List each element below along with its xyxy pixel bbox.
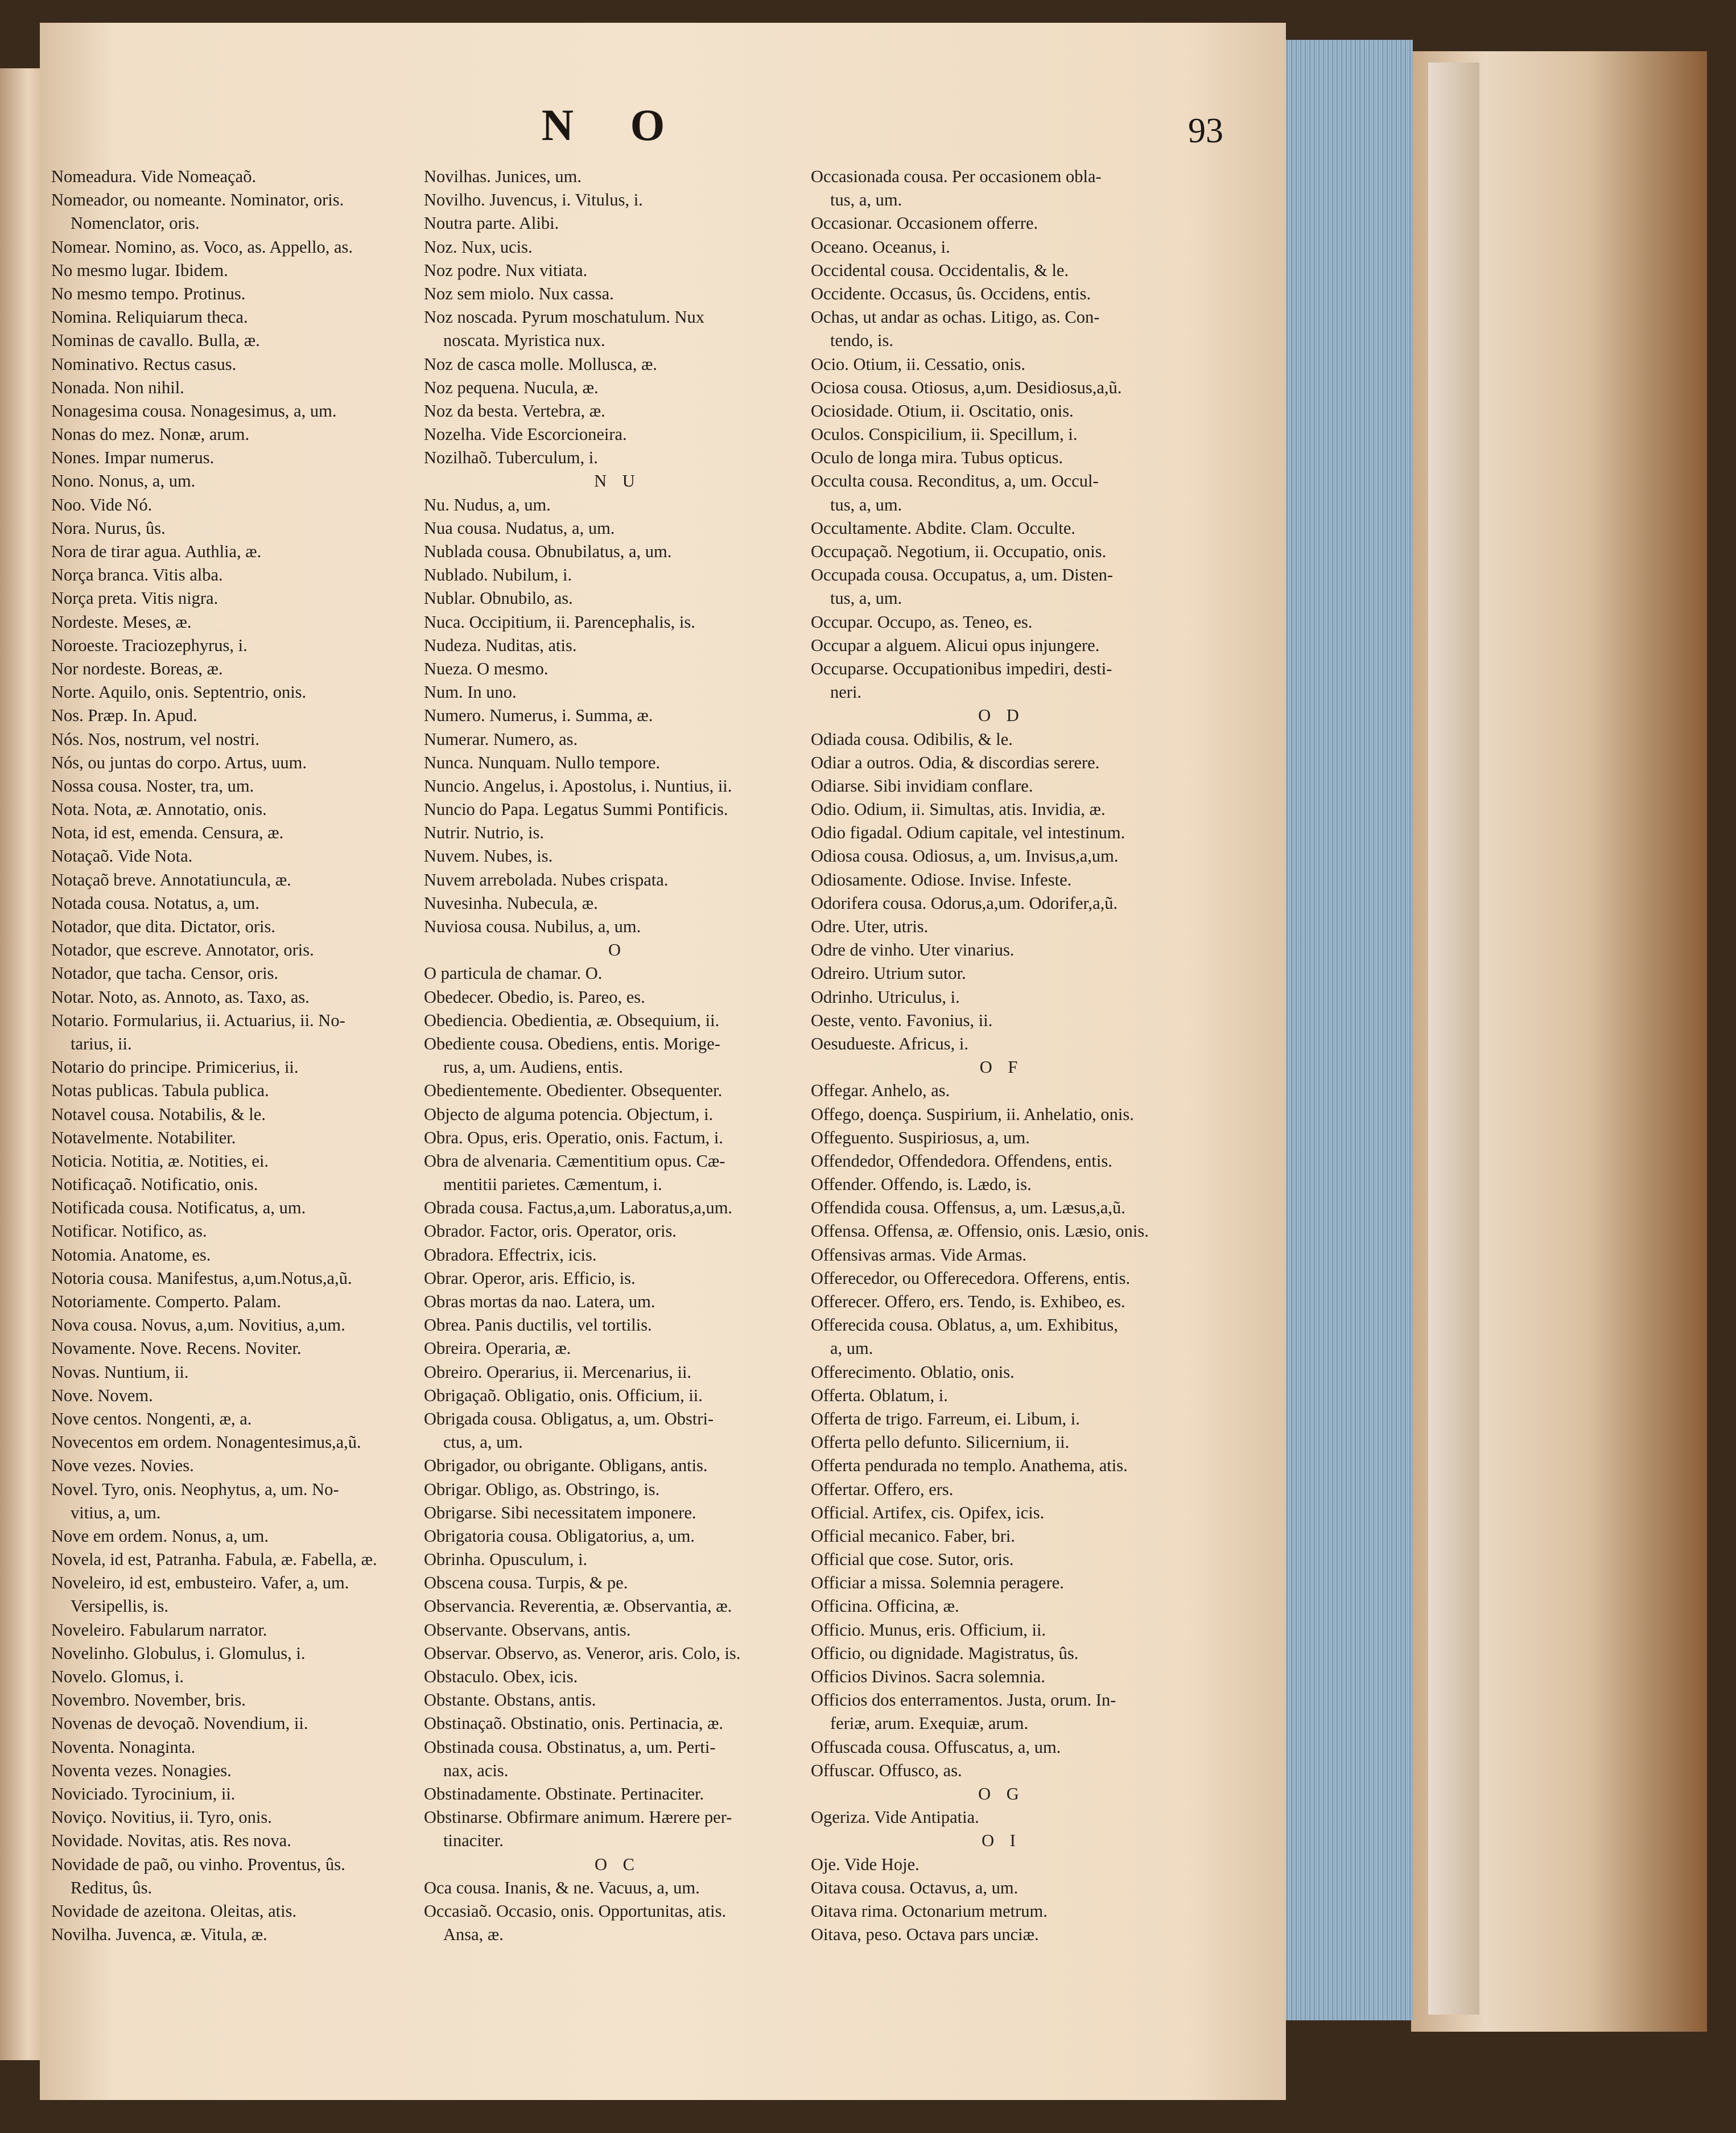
dictionary-entry-line: Odiar a outros. Odia, & discordias serere. xyxy=(811,752,1100,772)
dictionary-entry-line: Odiada cousa. Odibilis, & le. xyxy=(811,729,1013,749)
dictionary-entry-line: Ocio. Otium, ii. Cessatio, onis. xyxy=(811,354,1026,374)
dictionary-entry-line: Occasiaõ. Occasio, onis. Opportunitas, atis. xyxy=(424,1901,727,1921)
dictionary-entry-line: Obrea. Panis ductilis, vel tortilis. xyxy=(424,1315,652,1335)
section-heading: O G xyxy=(978,1784,1025,1803)
dictionary-entry-line: Obedientemente. Obedienter. Obsequenter. xyxy=(424,1081,723,1101)
dictionary-entry-line: Obstante. Obstans, antis. xyxy=(424,1690,596,1710)
section-heading: O xyxy=(608,940,627,960)
dictionary-entry-line: Obrigaçaõ. Obligatio, onis. Officium, ii. xyxy=(424,1385,703,1405)
dictionary-entry-line: Novas. Nuntium, ii. xyxy=(51,1362,189,1382)
dictionary-entry-line: Odiarse. Sibi invidiam conflare. xyxy=(811,776,1033,796)
entry-continuation-line: feriæ, arum. Exequiæ, arum. xyxy=(830,1714,1029,1733)
dictionary-entry-line: Novecentos em ordem. Nonagentesimus,a,ũ. xyxy=(51,1432,361,1452)
dictionary-entry-line: Nozelha. Vide Escorcioneira. xyxy=(424,425,627,444)
dictionary-entry-line: Nomeador, ou nomeante. Nominator, oris. xyxy=(51,190,344,210)
dictionary-entry-line: Nota. Nota, æ. Annotatio, onis. xyxy=(51,800,267,820)
dictionary-entry-line: Noveleiro. Fabularum narrator. xyxy=(51,1620,267,1640)
dictionary-entry-line: Nora. Nurus, ûs. xyxy=(51,518,166,538)
dictionary-entry-line: Noventa vezes. Nonagies. xyxy=(51,1760,232,1780)
dictionary-entry-line: Notada cousa. Notatus, a, um. xyxy=(51,893,259,913)
dictionary-entry-line: Obrador. Factor, oris. Operator, oris. xyxy=(424,1221,677,1241)
dictionary-entry-line: Nublado. Nubilum, i. xyxy=(424,565,572,585)
dictionary-entry-line: Nuvesinha. Nubecula, æ. xyxy=(424,893,598,913)
dictionary-entry-line: Nove centos. Nongenti, æ, a. xyxy=(51,1409,252,1428)
dictionary-entry-line: Offuscar. Offusco, as. xyxy=(811,1760,962,1780)
dictionary-entry-line: Nueza. O mesmo. xyxy=(424,658,549,678)
endpaper xyxy=(1428,63,1479,2015)
dictionary-entry-line: Obstinada cousa. Obstinatus, a, um. Perti- xyxy=(424,1737,716,1757)
dictionary-entry-line: Officios dos enterramentos. Justa, orum. In- xyxy=(811,1690,1116,1710)
section-heading: O I xyxy=(982,1831,1021,1851)
dictionary-entry-line: Noo. Vide Nó. xyxy=(51,495,152,514)
dictionary-entry-line: Obrinha. Opusculum, i. xyxy=(424,1550,588,1570)
dictionary-entry-line: Nossa cousa. Noster, tra, um. xyxy=(51,776,254,796)
entry-continuation-line: tinaciter. xyxy=(443,1831,504,1851)
dictionary-entry-line: Obreiro. Operarius, ii. Mercenarius, ii. xyxy=(424,1362,692,1382)
entry-continuation-line: a, um. xyxy=(830,1339,873,1358)
dictionary-entry-line: Novel. Tyro, onis. Neophytus, a, um. No- xyxy=(51,1479,339,1499)
dictionary-entry-line: Nono. Nonus, a, um. xyxy=(51,471,196,491)
dictionary-entry-line: Notador, que escreve. Annotator, oris. xyxy=(51,940,314,960)
dictionary-entry-line: Noz podre. Nux vitiata. xyxy=(424,260,588,280)
dictionary-entry-line: Officio. Munus, eris. Officium, ii. xyxy=(811,1620,1046,1640)
dictionary-entry-line: Novidade. Novitas, atis. Res nova. xyxy=(51,1831,291,1851)
dictionary-entry-line: Nua cousa. Nudatus, a, um. xyxy=(424,518,615,538)
dictionary-entry-line: Nonada. Non nihil. xyxy=(51,377,184,397)
dictionary-entry-line: Occupada cousa. Occupatus, a, um. Disten- xyxy=(811,565,1114,585)
dictionary-entry-line: Nove vezes. Novies. xyxy=(51,1456,194,1476)
section-heading: O F xyxy=(979,1057,1024,1077)
dictionary-entry-line: Novilha. Juvenca, æ. Vitula, æ. xyxy=(51,1925,267,1945)
dictionary-entry-line: Novidade de azeitona. Oleitas, atis. xyxy=(51,1901,297,1921)
dictionary-entry-line: Noviciado. Tyrocinium, ii. xyxy=(51,1784,236,1803)
dictionary-entry-line: Offegar. Anhelo, as. xyxy=(811,1081,950,1101)
dictionary-entry-line: Notario do principe. Primicerius, ii. xyxy=(51,1057,299,1077)
dictionary-entry-line: Objecto de alguma potencia. Objectum, i. xyxy=(424,1104,714,1124)
dictionary-entry-line: Notas publicas. Tabula publica. xyxy=(51,1081,269,1101)
dictionary-entry-line: Norça preta. Vitis nigra. xyxy=(51,588,218,608)
dictionary-entry-line: Occidente. Occasus, ûs. Occidens, entis. xyxy=(811,283,1091,303)
dictionary-entry-line: Notador, que tacha. Censor, oris. xyxy=(51,963,279,983)
entry-continuation-line: noscata. Myristica nux. xyxy=(443,331,605,351)
dictionary-entry-line: Obstinarse. Obfirmare animum. Hærere per- xyxy=(424,1807,732,1827)
dictionary-entry-line: Ochas, ut andar as ochas. Litigo, as. Con- xyxy=(811,307,1100,327)
dictionary-entry-line: Obras mortas da nao. Latera, um. xyxy=(424,1292,655,1311)
dictionary-entry-line: Novamente. Nove. Recens. Noviter. xyxy=(51,1339,302,1358)
dictionary-entry-line: Obrigatoria cousa. Obligatorius, a, um. xyxy=(424,1526,695,1546)
dictionary-entry-line: Noz da besta. Vertebra, æ. xyxy=(424,401,605,421)
dictionary-entry-line: Odre de vinho. Uter vinarius. xyxy=(811,940,1015,960)
entry-continuation-line: Reditus, ûs. xyxy=(71,1877,152,1897)
entry-continuation-line: tus, a, um. xyxy=(830,588,902,608)
dictionary-entry-line: Nova cousa. Novus, a,um. Novitius, a,um. xyxy=(51,1315,345,1335)
entry-continuation-line: nax, acis. xyxy=(443,1760,509,1780)
dictionary-entry-line: Offerta pello defunto. Silicernium, ii. xyxy=(811,1432,1070,1452)
dictionary-entry-line: Offerecimento. Oblatio, onis. xyxy=(811,1362,1015,1382)
dictionary-entry-line: Nublar. Obnubilo, as. xyxy=(424,588,573,608)
dictionary-entry-line: Notavelmente. Notabiliter. xyxy=(51,1127,236,1147)
dictionary-entry-line: Noz. Nux, ucis. xyxy=(424,237,533,257)
dictionary-entry-line: Odio. Odium, ii. Simultas, atis. Invidia, æ. xyxy=(811,800,1106,820)
dictionary-entry-line: Notar. Noto, as. Annoto, as. Taxo, as. xyxy=(51,987,310,1007)
dictionary-entry-line: Obrada cousa. Factus,a,um. Laboratus,a,um. xyxy=(424,1198,733,1218)
page-number: 93 xyxy=(1188,112,1223,150)
dictionary-entry-line: Officiar a missa. Solemnia peragere. xyxy=(811,1573,1064,1593)
dictionary-entry-line: Oitava, peso. Octava pars unciæ. xyxy=(811,1925,1039,1945)
dictionary-entry-line: Oceano. Oceanus, i. xyxy=(811,237,950,257)
dictionary-column-3 xyxy=(811,165,1192,1945)
dictionary-entry-line: Offendedor, Offendedora. Offendens, entis. xyxy=(811,1151,1112,1171)
dictionary-entry-line: Offerta pendurada no templo. Anathema, atis. xyxy=(811,1456,1128,1476)
dictionary-entry-line: Notario. Formularius, ii. Actuarius, ii. No- xyxy=(51,1010,345,1030)
dictionary-entry-line: Obra de alvenaria. Cæmentitium opus. Cæ- xyxy=(424,1151,725,1171)
entry-continuation-line: tarius, ii. xyxy=(71,1033,132,1053)
dictionary-entry-line: Offuscada cousa. Offuscatus, a, um. xyxy=(811,1737,1061,1757)
dictionary-entry-line: Obrigada cousa. Obligatus, a, um. Obstri- xyxy=(424,1409,714,1428)
dictionary-entry-line: Odrinho. Utriculus, i. xyxy=(811,987,960,1007)
dictionary-entry-line: Odorifera cousa. Odorus,a,um. Odorifer,a,ũ. xyxy=(811,893,1118,913)
dictionary-entry-line: No mesmo lugar. Ibidem. xyxy=(51,260,228,280)
entry-continuation-line: ctus, a, um. xyxy=(443,1432,523,1452)
dictionary-entry-line: Nomeadura. Vide Nomeaçaõ. xyxy=(51,167,257,186)
dictionary-entry-line: Occultamente. Abdite. Clam. Occulte. xyxy=(811,518,1075,538)
dictionary-entry-line: Officina. Officina, æ. xyxy=(811,1596,959,1616)
dictionary-entry-line: Odiosa cousa. Odiosus, a, um. Invisus,a,um. xyxy=(811,846,1119,866)
dictionary-entry-line: Notaçaõ. Vide Nota. xyxy=(51,846,193,866)
dictionary-entry-line: Offendida cousa. Offensus, a, um. Læsus,a,ũ. xyxy=(811,1198,1125,1218)
dictionary-entry-line: Notador, que dita. Dictator, oris. xyxy=(51,917,275,936)
dictionary-entry-line: Odre. Uter, utris. xyxy=(811,917,929,936)
dictionary-entry-line: Nós. Nos, nostrum, vel nostri. xyxy=(51,729,259,749)
section-heading: N U xyxy=(594,471,641,491)
dictionary-entry-line: Notoriamente. Comperto. Palam. xyxy=(51,1292,282,1311)
dictionary-entry-line: Nonagesima cousa. Nonagesimus, a, um. xyxy=(51,401,337,421)
dictionary-entry-line: Oculo de longa mira. Tubus opticus. xyxy=(811,448,1063,468)
dictionary-entry-line: Noz noscada. Pyrum moschatulum. Nux xyxy=(424,307,705,327)
dictionary-entry-line: Oca cousa. Inanis, & ne. Vacuus, a, um. xyxy=(424,1877,700,1897)
dictionary-entry-line: Offego, doença. Suspirium, ii. Anhelatio, onis. xyxy=(811,1104,1134,1124)
dictionary-entry-line: Official que cose. Sutor, oris. xyxy=(811,1550,1014,1570)
dictionary-entry-line: Notomia. Anatome, es. xyxy=(51,1245,211,1265)
dictionary-entry-line: Offender. Offendo, is. Lædo, is. xyxy=(811,1175,1032,1195)
dictionary-entry-line: Nós, ou juntas do corpo. Artus, uum. xyxy=(51,752,307,772)
dictionary-entry-line: Occupar. Occupo, as. Teneo, es. xyxy=(811,612,1033,632)
dictionary-entry-line: Notificar. Notifico, as. xyxy=(51,1221,207,1241)
dictionary-entry-line: Nuncio. Angelus, i. Apostolus, i. Nuntius, ii. xyxy=(424,776,732,796)
dictionary-entry-line: Norte. Aquilo, onis. Septentrio, onis. xyxy=(51,682,307,702)
dictionary-entry-line: Notificaçaõ. Notificatio, onis. xyxy=(51,1175,258,1195)
entry-continuation-line: vitius, a, um. xyxy=(71,1502,161,1522)
dictionary-entry-line: Offerta. Oblatum, i. xyxy=(811,1385,948,1405)
entry-continuation-line: mentitii parietes. Cæmentum, i. xyxy=(443,1175,662,1195)
dictionary-entry-line: Nudeza. Nuditas, atis. xyxy=(424,635,577,655)
dictionary-entry-line: Odiosamente. Odiose. Invise. Infeste. xyxy=(811,870,1072,890)
dictionary-entry-line: Novela, id est, Patranha. Fabula, æ. Fabella, æ. xyxy=(51,1550,377,1570)
dictionary-entry-line: Ogeriza. Vide Antipatia. xyxy=(811,1807,979,1827)
dictionary-entry-line: Nublada cousa. Obnubilatus, a, um. xyxy=(424,542,672,561)
dictionary-entry-line: Odreiro. Utrium sutor. xyxy=(811,963,966,983)
dictionary-entry-line: Ociosa cousa. Otiosus, a,um. Desidiosus,a,ũ. xyxy=(811,377,1122,397)
dictionary-entry-line: Occidental cousa. Occidentalis, & le. xyxy=(811,260,1069,280)
dictionary-entry-line: Offeguento. Suspiriosus, a, um. xyxy=(811,1127,1030,1147)
dictionary-entry-line: Nuca. Occipitium, ii. Parencephalis, is. xyxy=(424,612,695,632)
dictionary-entry-line: Oculos. Conspicilium, ii. Specillum, i. xyxy=(811,425,1078,444)
dictionary-entry-line: Nota, id est, emenda. Censura, æ. xyxy=(51,823,284,843)
entry-continuation-line: tendo, is. xyxy=(830,331,893,351)
dictionary-entry-line: Obediencia. Obedientia, æ. Obsequium, ii. xyxy=(424,1010,720,1030)
dictionary-entry-line: Novilho. Juvencus, i. Vitulus, i. xyxy=(424,190,643,210)
dictionary-entry-line: No mesmo tempo. Protinus. xyxy=(51,283,246,303)
dictionary-entry-line: Nomear. Nomino, as. Voco, as. Appello, as. xyxy=(51,237,353,257)
dictionary-entry-line: Obreira. Operaria, æ. xyxy=(424,1339,571,1358)
facing-page-edge xyxy=(0,68,40,2060)
dictionary-entry-line: Occupaçaõ. Negotium, ii. Occupatio, onis. xyxy=(811,542,1107,561)
dictionary-entry-line: Odio figadal. Odium capitale, vel intestinum. xyxy=(811,823,1125,843)
dictionary-entry-line: Noz pequena. Nucula, æ. xyxy=(424,377,599,397)
dictionary-entry-line: Novilhas. Junices, um. xyxy=(424,167,582,186)
dictionary-entry-line: Occasionada cousa. Per occasionem obla- xyxy=(811,167,1102,186)
dictionary-entry-line: Novenas de devoçaõ. Novendium, ii. xyxy=(51,1714,308,1733)
dictionary-entry-line: Oitava cousa. Octavus, a, um. xyxy=(811,1877,1018,1897)
dictionary-entry-line: Nuvem. Nubes, is. xyxy=(424,846,553,866)
dictionary-entry-line: Offerecida cousa. Oblatus, a, um. Exhibitus, xyxy=(811,1315,1118,1335)
dictionary-entry-line: Nominas de cavallo. Bulla, æ. xyxy=(51,331,260,351)
dictionary-entry-line: Notoria cousa. Manifestus, a,um.Notus,a,ũ. xyxy=(51,1268,352,1288)
dictionary-entry-line: Nove em ordem. Nonus, a, um. xyxy=(51,1526,269,1546)
dictionary-entry-line: Notaçaõ breve. Annotatiuncula, æ. xyxy=(51,870,291,890)
dictionary-entry-line: Offensa. Offensa, æ. Offensio, onis. Læsio, onis. xyxy=(811,1221,1149,1241)
dictionary-entry-line: Oeste, vento. Favonius, ii. xyxy=(811,1010,993,1030)
entry-continuation-line: Nomenclator, oris. xyxy=(71,213,200,233)
dictionary-entry-line: Nones. Impar numerus. xyxy=(51,448,215,468)
dictionary-entry-line: Noroeste. Traciozephyrus, i. xyxy=(51,635,248,655)
entry-continuation-line: neri. xyxy=(830,682,862,702)
dictionary-entry-line: Novelinho. Globulus, i. Glomulus, i. xyxy=(51,1643,306,1663)
dictionary-entry-line: Noveleiro, id est, embusteiro. Vafer, a, um. xyxy=(51,1573,349,1593)
dictionary-entry-line: Obrar. Operor, aris. Efficio, is. xyxy=(424,1268,636,1288)
dictionary-entry-line: Offerecedor, ou Offerecedora. Offerens, entis. xyxy=(811,1268,1131,1288)
dictionary-entry-line: Officio, ou dignidade. Magistratus, ûs. xyxy=(811,1643,1079,1663)
entry-continuation-line: Ansa, æ. xyxy=(443,1925,504,1945)
dictionary-entry-line: Offerta de trigo. Farreum, ei. Libum, i. xyxy=(811,1409,1080,1428)
dictionary-entry-line: Observar. Observo, as. Veneror, aris. Colo, is. xyxy=(424,1643,741,1663)
entry-continuation-line: tus, a, um. xyxy=(830,495,902,514)
dictionary-entry-line: Obrigador, ou obrigante. Obligans, antis. xyxy=(424,1456,708,1476)
entry-continuation-line: tus, a, um. xyxy=(830,190,902,210)
dictionary-entry-line: Obra. Opus, eris. Operatio, onis. Factum, i. xyxy=(424,1127,724,1147)
dictionary-entry-line: O particula de chamar. O. xyxy=(424,963,603,983)
section-heading: O C xyxy=(595,1854,640,1874)
dictionary-entry-line: Num. In uno. xyxy=(424,682,517,702)
dictionary-entry-line: Ociosidade. Otium, ii. Oscitatio, onis. xyxy=(811,401,1074,421)
dictionary-entry-line: Notificada cousa. Notificatus, a, um. xyxy=(51,1198,306,1218)
dictionary-entry-line: Occasionar. Occasionem offerre. xyxy=(811,213,1038,233)
dictionary-entry-line: Nordeste. Meses, æ. xyxy=(51,612,192,632)
section-heading: O D xyxy=(978,706,1025,726)
dictionary-entry-line: Nunca. Nunquam. Nullo tempore. xyxy=(424,752,661,772)
dictionary-entry-line: Offerecer. Offero, ers. Tendo, is. Exhibeo, es. xyxy=(811,1292,1125,1311)
dictionary-entry-line: Numerar. Numero, as. xyxy=(424,729,578,749)
dictionary-entry-line: Oitava rima. Octonarium metrum. xyxy=(811,1901,1048,1921)
dictionary-entry-line: Obscena cousa. Turpis, & pe. xyxy=(424,1573,628,1593)
dictionary-entry-line: Occulta cousa. Reconditus, a, um. Occul- xyxy=(811,471,1099,491)
dictionary-entry-line: Obstinadamente. Obstinate. Pertinaciter. xyxy=(424,1784,704,1803)
page-block-edges xyxy=(1269,40,1413,2020)
dictionary-entry-line: Nove. Novem. xyxy=(51,1385,153,1405)
dictionary-entry-line: Novembro. November, bris. xyxy=(51,1690,246,1710)
dictionary-entry-line: Obrigarse. Sibi necessitatem imponere. xyxy=(424,1502,696,1522)
dictionary-entry-line: Nonas do mez. Nonæ, arum. xyxy=(51,425,250,444)
dictionary-entry-line: Noticia. Notitia, æ. Notities, ei. xyxy=(51,1151,269,1171)
dictionary-entry-line: Obstaculo. Obex, icis. xyxy=(424,1667,578,1686)
running-head: N O xyxy=(541,100,688,150)
dictionary-entry-line: Offensivas armas. Vide Armas. xyxy=(811,1245,1027,1265)
dictionary-entry-line: Nu. Nudus, a, um. xyxy=(424,495,551,514)
dictionary-entry-line: Nozilhaõ. Tuberculum, i. xyxy=(424,448,598,468)
dictionary-entry-line: Noviço. Novitius, ii. Tyro, onis. xyxy=(51,1807,272,1827)
dictionary-entry-line: Officios Divinos. Sacra solemnia. xyxy=(811,1667,1045,1686)
dictionary-entry-line: Nora de tirar agua. Authlia, æ. xyxy=(51,542,262,561)
dictionary-entry-line: Noz sem miolo. Nux cassa. xyxy=(424,283,614,303)
dictionary-entry-line: Observancia. Reverentia, æ. Observantia, æ. xyxy=(424,1596,732,1616)
dictionary-entry-line: Nos. Præp. In. Apud. xyxy=(51,706,197,726)
entry-continuation-line: rus, a, um. Audiens, entis. xyxy=(443,1057,623,1077)
dictionary-entry-line: Norça branca. Vitis alba. xyxy=(51,565,223,585)
dictionary-entry-line: Noutra parte. Alibi. xyxy=(424,213,559,233)
dictionary-entry-line: Nomina. Reliquiarum theca. xyxy=(51,307,248,327)
dictionary-entry-line: Obediente cousa. Obediens, entis. Morige- xyxy=(424,1033,720,1053)
dictionary-entry-line: Novelo. Glomus, i. xyxy=(51,1667,184,1686)
dictionary-entry-line: Oesudueste. Africus, i. xyxy=(811,1033,968,1053)
dictionary-entry-line: Obstinaçaõ. Obstinatio, onis. Pertinacia, æ. xyxy=(424,1714,724,1733)
dictionary-entry-line: Nuncio do Papa. Legatus Summi Pontificis. xyxy=(424,800,728,820)
entry-continuation-line: Versipellis, is. xyxy=(71,1596,168,1616)
dictionary-entry-line: Obradora. Effectrix, icis. xyxy=(424,1245,597,1265)
dictionary-entry-line: Nuvem arrebolada. Nubes crispata. xyxy=(424,870,669,890)
dictionary-entry-line: Obedecer. Obedio, is. Pareo, es. xyxy=(424,987,645,1007)
dictionary-entry-line: Oje. Vide Hoje. xyxy=(811,1854,919,1874)
dictionary-entry-line: Official mecanico. Faber, bri. xyxy=(811,1526,1015,1546)
dictionary-entry-line: Official. Artifex, cis. Opifex, icis. xyxy=(811,1502,1045,1522)
dictionary-entry-line: Notavel cousa. Notabilis, & le. xyxy=(51,1104,266,1124)
dictionary-entry-line: Nor nordeste. Boreas, æ. xyxy=(51,658,223,678)
dictionary-entry-line: Novidade de paõ, ou vinho. Proventus, ûs. xyxy=(51,1854,345,1874)
dictionary-column-1 xyxy=(51,165,404,1945)
dictionary-entry-line: Nuviosa cousa. Nubilus, a, um. xyxy=(424,917,641,936)
dictionary-entry-line: Occupar a alguem. Alicui opus injungere. xyxy=(811,635,1100,655)
dictionary-entry-line: Nominativo. Rectus casus. xyxy=(51,354,237,374)
dictionary-entry-line: Offertar. Offero, ers. xyxy=(811,1479,954,1499)
dictionary-entry-line: Numero. Numerus, i. Summa, æ. xyxy=(424,706,653,726)
dictionary-entry-line: Noz de casca molle. Mollusca, æ. xyxy=(424,354,657,374)
dictionary-entry-line: Occuparse. Occupationibus impediri, desti- xyxy=(811,658,1112,678)
dictionary-entry-line: Nutrir. Nutrio, is. xyxy=(424,823,544,843)
dictionary-entry-line: Observante. Observans, antis. xyxy=(424,1620,631,1640)
dictionary-column-2 xyxy=(424,165,811,1945)
dictionary-entry-line: Noventa. Nonaginta. xyxy=(51,1737,196,1757)
dictionary-entry-line: Obrigar. Obligo, as. Obstringo, is. xyxy=(424,1479,660,1499)
